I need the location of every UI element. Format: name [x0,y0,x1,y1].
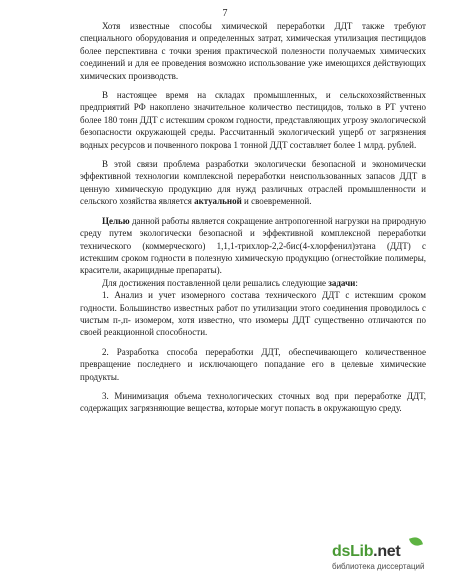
paragraph-text: Для достижения поставленной цели решались следующие [102,277,327,288]
paragraph-text: данной работы является сокращение антропогенной нагрузки на природную среду путем экологически безопасной и эффективной комплексной переработки технического (коммерческого) 1,1,1-трихлор-2,2-бис(4-хлорфенил)этана (ДДТ) с истекшим сроком годности в полезную химическую продукцию (огнестойкие полимеры, красители, акарицидные препараты). [80,215,426,276]
watermark-caption: библиотека диссертаций [332,562,425,571]
paragraph: В настоящее время на складах промышленных, и сельскохозяйственных предприятий РФ накоплено значительное количество пестицидов, только в РТ учтено более 180 тонн ДДТ с истекшим сроком годности, представляющих угрозу экологической безопасности окружающей среды. Рассчитанный экологический ущерб от загрязнения водных ресурсов и почвенного покрова 1 тонной ДДТ составляет более 1 млрд. рублей. [80,90,426,150]
watermark-logo [332,543,440,577]
bold-term-relevance: актуальной [194,196,242,207]
paragraph-text: : [355,277,358,288]
paragraph [80,215,426,277]
bold-term-tasks: задачи [328,277,356,288]
page-number: 7 [222,8,228,19]
paragraph: Хотя известные способы химической переработки ДДТ также требуют специального оборудования и определенных затрат, химическая утилизация пестицидов более перспективна с точки зрения практической полезности получаемых химических соединений и для ее проведения возможно использование уже имеющихся действующих химических производств. [80,21,426,81]
list-item: 3. Минимизация объема технологических сточных вод при переработке ДДТ, содержащих загрязняющие вещества, которые могут попасть в окружающую среду. [80,390,426,414]
paragraph-text: и своевременной. [244,196,312,207]
paragraph [80,158,426,208]
paragraph-text: В этой связи проблема разработки экологически безопасной и экономически эффективной технологии комплексной переработки неиспользованных запасов ДДТ в ценную химическую продукцию для нужд различных отраслей промышленности и сельского хозяйства является [80,159,426,207]
bold-term-goal: Целью [102,215,130,226]
list-item: 1. Анализ и учет изомерного состава технического ДДТ с истекшим сроком годности. Большинство известных работ по утилизации этого соединения проводилось с чистым п-,п- изомером, хотя известно, что изомеры ДДТ существенно отличаются по своей реакционной способности. [80,290,426,338]
list-item: 2. Разработка способа переработки ДДТ, обеспечивающего количественное превращение последнего и исключающего попадание его в целевые химические продукты. [80,346,426,382]
leaf-icon [409,536,423,548]
document-body [80,20,426,415]
paragraph [80,277,426,289]
watermark-wordmark: dsLib.net [332,543,401,560]
